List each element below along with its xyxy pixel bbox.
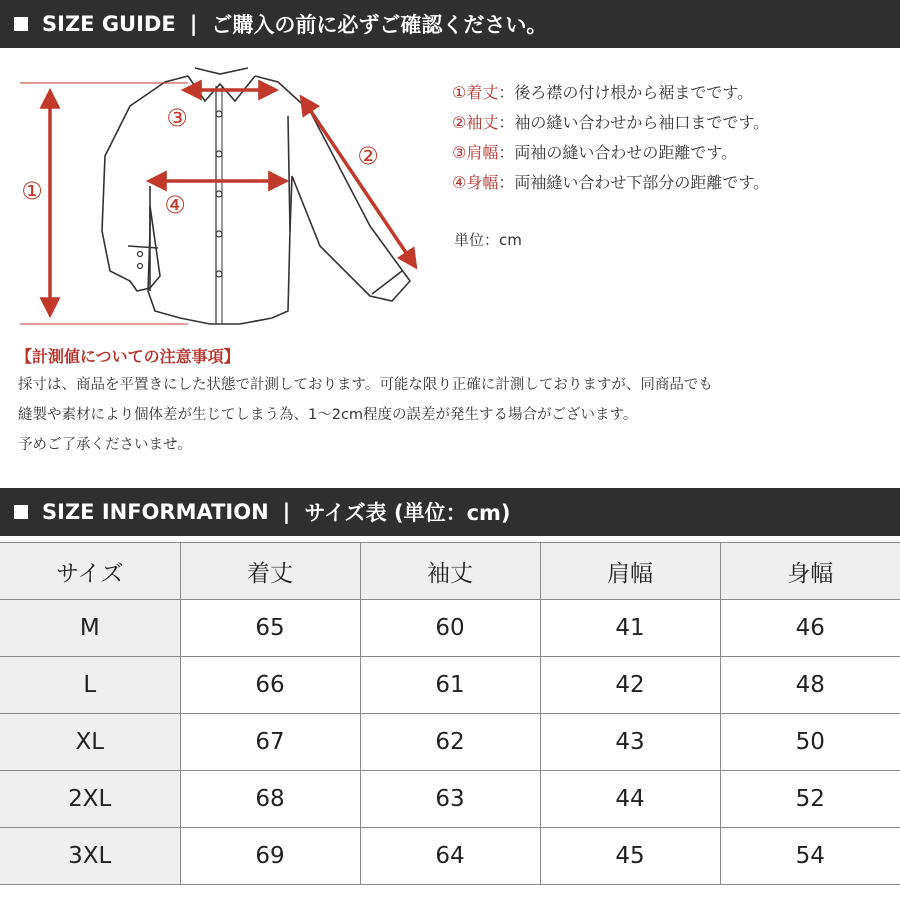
note-line: 採寸は、商品を平置きにした状態で計測しております。可能な限り正確に計測しておりますが、同商品でも — [18, 377, 713, 393]
size-cell: XL — [0, 714, 180, 771]
banner-separator: | — [189, 12, 198, 36]
size-cell: 3XL — [0, 828, 180, 885]
size-information-title: SIZE INFORMATION — [42, 500, 269, 524]
size-information-subtitle: サイズ表 (単位：cm) — [304, 501, 511, 525]
legend-text: ：両袖の縫い合わせの距離です。 — [498, 143, 738, 162]
table-cell: 52 — [720, 771, 900, 828]
square-bullet-icon — [14, 505, 28, 519]
legend-key: ④身幅 — [452, 173, 499, 192]
size-guide-subtitle: ご購入の前に必ずご確認ください。 — [211, 13, 548, 37]
note-line: 予めご了承くださいませ。 — [18, 437, 192, 453]
header-cell-sleeve: 袖丈 — [360, 543, 540, 600]
legend-item-length — [452, 80, 753, 103]
legend-text: ：袖の縫い合わせから袖口までです。 — [498, 113, 770, 132]
table-cell: 60 — [360, 600, 540, 657]
table-row — [0, 657, 900, 714]
table-row — [0, 714, 900, 771]
table-cell: 66 — [180, 657, 360, 714]
size-cell: L — [0, 657, 180, 714]
table-cell: 42 — [540, 657, 720, 714]
size-guide-banner — [0, 0, 900, 48]
table-cell: 62 — [360, 714, 540, 771]
table-cell: 54 — [720, 828, 900, 885]
legend-item-sleeve — [452, 110, 769, 133]
marker-sleeve-label: ② — [357, 142, 379, 170]
table-cell: 65 — [180, 600, 360, 657]
table-row — [0, 600, 900, 657]
legend-text: ：両袖縫い合わせ下部分の距離です。 — [498, 173, 770, 192]
table-header-row — [0, 543, 900, 600]
marker-shoulder-label: ③ — [166, 104, 188, 132]
table-cell: 68 — [180, 771, 360, 828]
legend-key: ①着丈 — [452, 83, 499, 102]
table-cell: 63 — [360, 771, 540, 828]
square-bullet-icon — [14, 17, 28, 31]
table-cell: 48 — [720, 657, 900, 714]
header-cell-shoulder: 肩幅 — [540, 543, 720, 600]
table-row — [0, 828, 900, 885]
banner-separator: | — [282, 500, 291, 524]
table-cell: 46 — [720, 600, 900, 657]
marker-length-label: ① — [21, 177, 43, 205]
table-cell: 41 — [540, 600, 720, 657]
arrow-sleeve — [302, 98, 415, 266]
size-cell: 2XL — [0, 771, 180, 828]
legend-text: ：後ろ襟の付け根から裾までです。 — [498, 83, 754, 102]
table-cell: 67 — [180, 714, 360, 771]
legend-item-width — [452, 170, 769, 193]
legend-key: ②袖丈 — [452, 113, 499, 132]
header-cell-width: 身幅 — [720, 543, 900, 600]
legend-item-shoulder — [452, 140, 737, 163]
table-cell: 64 — [360, 828, 540, 885]
size-cell: M — [0, 600, 180, 657]
size-information-banner — [0, 488, 900, 536]
header-cell-length: 着丈 — [180, 543, 360, 600]
notes-title: 【計測値についての注意事項】 — [16, 347, 240, 366]
table-cell: 45 — [540, 828, 720, 885]
unit-note: 単位：cm — [454, 231, 522, 249]
size-table — [0, 542, 900, 885]
table-cell: 69 — [180, 828, 360, 885]
table-cell: 50 — [720, 714, 900, 771]
shirt-outline — [102, 68, 410, 324]
legend-key: ③肩幅 — [452, 143, 499, 162]
marker-width-label: ④ — [164, 191, 186, 219]
shirt-measurement-diagram — [10, 56, 450, 341]
size-guide-title: SIZE GUIDE — [42, 12, 176, 36]
table-row — [0, 771, 900, 828]
table-cell: 44 — [540, 771, 720, 828]
note-line: 縫製や素材により個体差が生じてしまう為、1〜2cm程度の誤差が発生する場合がございます。 — [18, 407, 638, 423]
table-cell: 43 — [540, 714, 720, 771]
header-cell-size: サイズ — [0, 543, 180, 600]
table-cell: 61 — [360, 657, 540, 714]
